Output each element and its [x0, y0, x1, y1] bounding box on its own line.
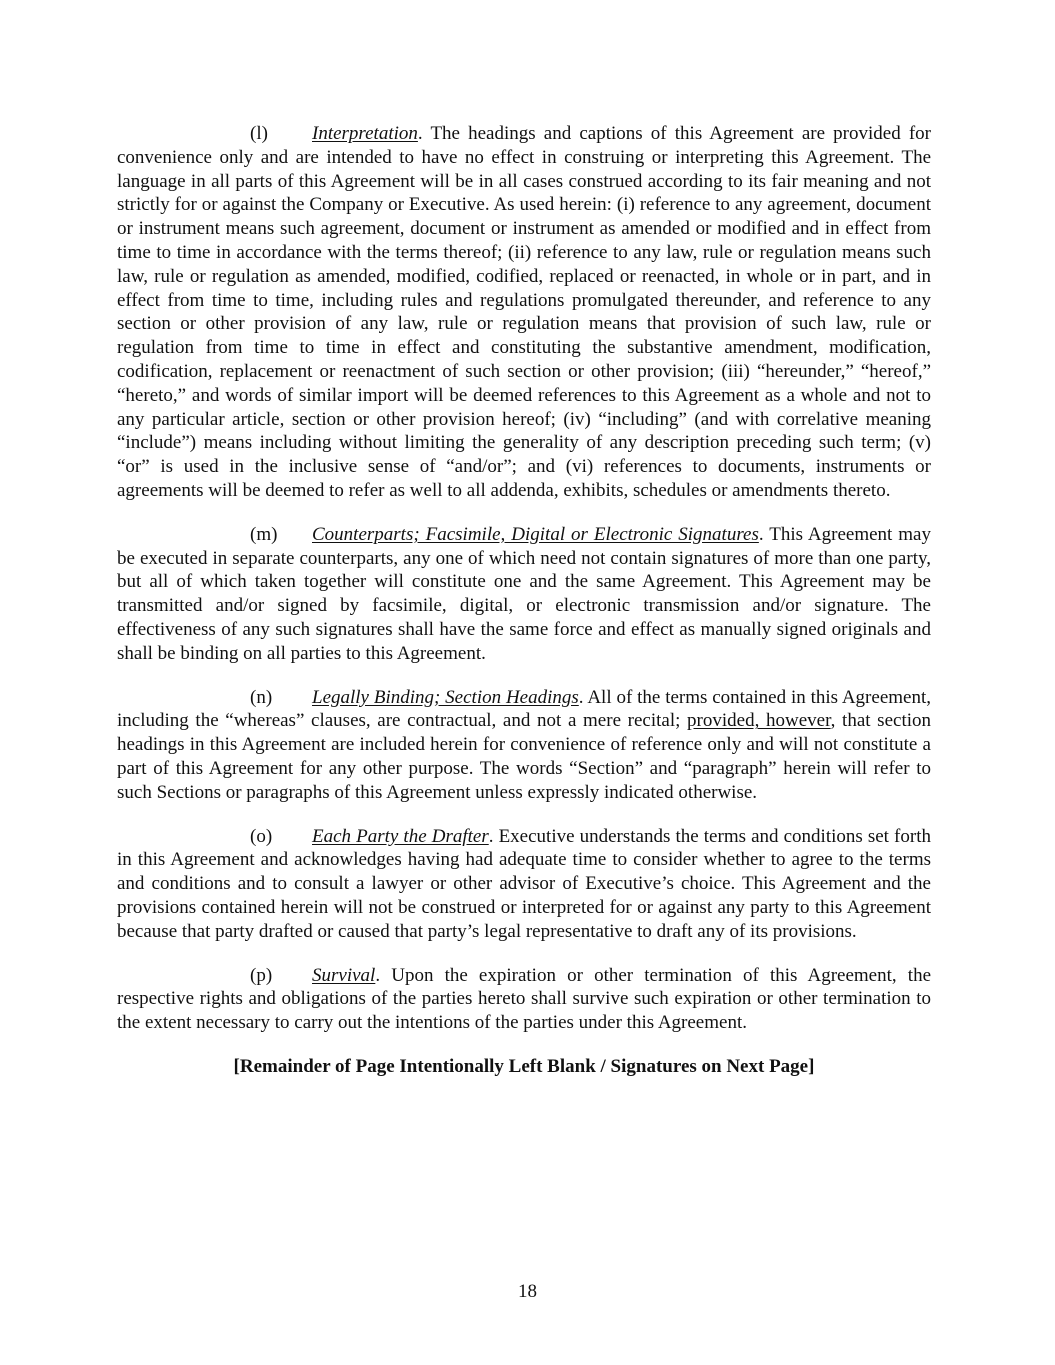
closing-note: [Remainder of Page Intentionally Left Blank / Signatures on Next Page] — [233, 1055, 815, 1077]
section-body: . Executive understands the terms and conditions set forth in this Agreement and acknowledges having had adequate time to consider whether to agree to the terms and conditions and to consult a lawyer or other advisor of Executive’s choice. This Agreement and the provisions contained herein will not be construed or interpreted for or against any party to this Agreement because that party drafted or caused that party’s legal representative to draft any of its provisions. — [117, 825, 931, 942]
page-number: 18 — [518, 1281, 537, 1302]
section-o-each-party-drafter — [117, 825, 931, 944]
section-p-survival — [117, 964, 931, 1035]
section-label: (o) — [250, 825, 273, 847]
section-l-interpretation — [117, 122, 931, 503]
section-label: (p) — [250, 964, 273, 986]
section-m-counterparts — [117, 523, 931, 666]
section-body-continued: , that section headings in this Agreement are included herein for convenience of reference only and will not constitute a part of this Agreement for any other purpose. The words “Section” and “paragraph” herein will refer to such Sections or paragraphs of this Agreement unless expressly indicated otherwise. — [117, 710, 931, 803]
section-heading: Interpretation — [312, 123, 418, 144]
document-page — [117, 122, 931, 1079]
section-heading: Survival — [312, 964, 376, 986]
section-label: (l) — [250, 123, 268, 144]
section-heading: Counterparts; Facsimile, Digital or Electronic Signatures — [312, 523, 759, 545]
section-body: . All of the terms contained in this Agreement, including the “whereas” clauses, are contractual, and not a mere recital; — [117, 686, 931, 732]
section-body: . Upon the expiration or other termination of this Agreement, the respective rights and obligations of the parties hereto shall survive such expiration or other termination to the extent necessary to carry out the intentions of the parties under this Agreement. — [117, 964, 931, 1034]
section-body: . The headings and captions of this Agreement are provided for convenience only and are intended to have no effect in construing or interpreting this Agreement. The language in all parts of this Agreement will be in all cases construed according to its fair meaning and not strictly for or against the Company or Executive. As used herein: (i) reference to any agreement, document or instrument means such agreement, document or instrument as amended or modified and in effect from time to time in accordance with the terms thereof; (ii) reference to any law, rule or regulation means such law, rule or regulation as amended, modified, codified, replaced or reenacted, in whole or in part, and in effect from time to time, including rules and regulations promulgated thereunder, and reference to any section or other provision of any law, rule or regulation means that provision of such law, rule or regulation from time to time in effect and constituting the substantive amendment, modification, codification, replacement or reenactment of such section or other provision; (iii) “hereunder,” “hereof,” “hereto,” and words of similar import will be deemed references to this Agreement as a whole and not to any particular article, section or other provision hereof; (iv) “including” (and with correlative meaning “include”) means including without limiting the generality of any description preceding such term; (v) “or” is used in the inclusive sense of “and/or”; and (vi) references to documents, instruments or agreements will be deemed to refer as well to all addenda, exhibits, schedules or amendments thereto. — [117, 123, 931, 501]
section-n-legally-binding — [117, 686, 931, 805]
section-label: (m) — [250, 523, 278, 545]
section-label: (n) — [250, 686, 273, 708]
section-body: . This Agreement may be executed in separate counterparts, any one of which need not contain signatures of more than one party, but all of which taken together will constitute one and the same Agreement. This Agreement may be transmitted and/or signed by facsimile, digital, or electronic transmission and/or signature. The effectiveness of any such signatures shall have the same force and effect as manually signed originals and shall be binding on all parties to this Agreement. — [117, 523, 931, 664]
section-heading: Each Party the Drafter — [312, 825, 489, 847]
section-heading: Legally Binding; Section Headings — [312, 686, 579, 708]
section-emphasis: provided, however — [687, 710, 831, 732]
